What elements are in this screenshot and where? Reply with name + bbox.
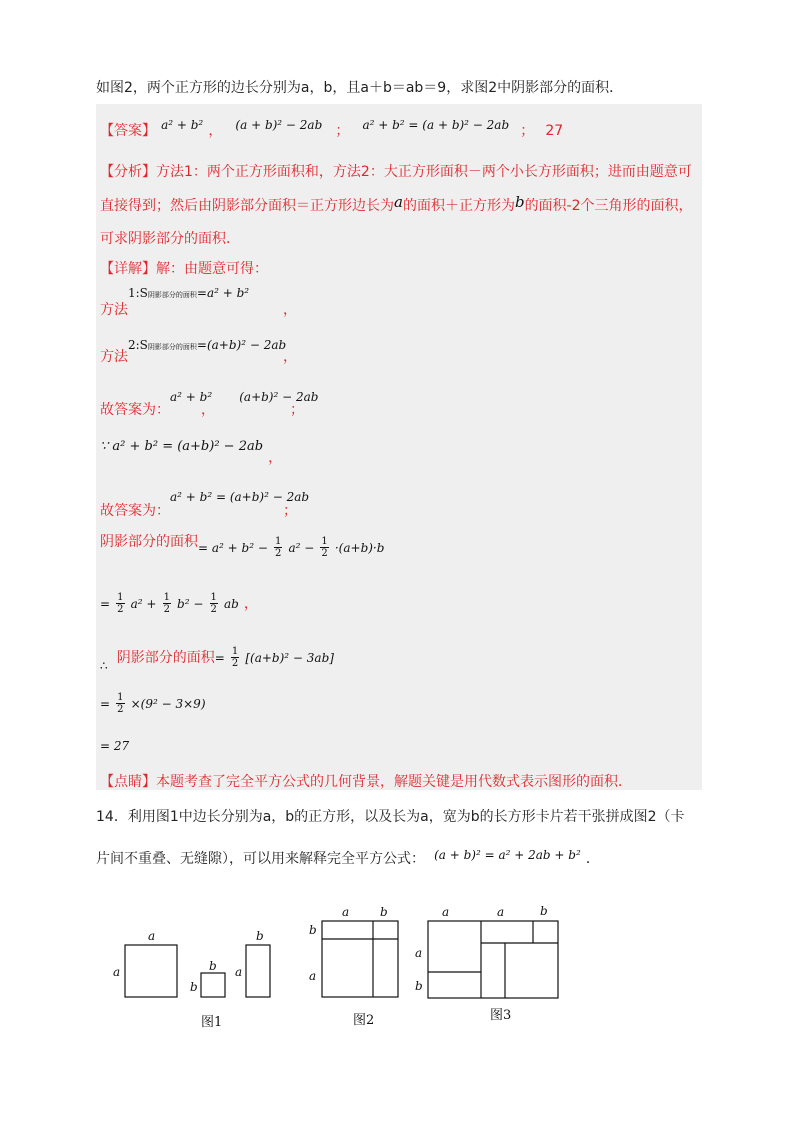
- answer-sep2: ；: [335, 123, 350, 139]
- step4-frac-den: 2: [117, 704, 124, 715]
- fig1-label-top-a: a: [148, 929, 156, 943]
- fig1-small-square: [201, 973, 225, 997]
- q13-stem: 如图2，两个正方形的边长分别为a，b，且a＋b＝ab＝9，求图2中阴影部分的面积．: [96, 80, 624, 96]
- because-line: [100, 435, 283, 466]
- fig2-caption: 图2: [353, 1013, 375, 1028]
- step3-label: 阴影部分的面积: [116, 650, 215, 666]
- ans1-expr1: a² + b²: [170, 390, 213, 404]
- ans1-expr2: (a+b)² − 2ab: [239, 390, 319, 404]
- method1-sub: 阴影部分的面积: [147, 291, 197, 299]
- step2-frac1-num: 1: [117, 592, 124, 603]
- because-end: ，: [268, 450, 283, 466]
- step3-frac: [231, 646, 239, 669]
- answer-line: [100, 120, 563, 140]
- method2-prefix: 2:S: [128, 338, 148, 352]
- shade-frac1: [274, 536, 282, 559]
- shade-expr-a: = a² + b² −: [198, 541, 268, 555]
- answer-expr1: a² + b²: [161, 118, 204, 132]
- step4-line: [100, 692, 206, 715]
- fig1-big-square: [125, 945, 177, 997]
- detail-tag: 【详解】: [100, 261, 156, 277]
- fig3-label-left-b: b: [415, 979, 423, 993]
- comment-tag: 【点睛】: [100, 774, 156, 790]
- step2-frac2: [163, 592, 171, 615]
- fig1-label-left-a2: a: [235, 965, 243, 979]
- shade-expr-c: ·(a+b)·b: [334, 541, 385, 555]
- shade-expr-b: a² −: [288, 541, 315, 555]
- fig2-label-left-b: b: [309, 923, 317, 937]
- fig1-caption: 图1: [201, 1015, 223, 1030]
- ans2-label: 故答案为：: [100, 503, 163, 519]
- comment-text: 本题考查了完全平方公式的几何背景，解题关键是用代数式表示图形的面积．: [156, 774, 632, 790]
- because-expr: ∵ a² + b² = (a+b)² − 2ab: [100, 439, 264, 454]
- detail-intro: 解：由题意可得：: [156, 261, 268, 277]
- shade-label: 阴影部分的面积: [100, 534, 198, 550]
- step3-frac-num: 1: [231, 646, 239, 657]
- answer-tag: 【答案】: [100, 123, 156, 139]
- analysis-tag: 【分析】: [100, 164, 156, 180]
- fig2-label-top-a: a: [342, 905, 350, 919]
- shade-frac2: [320, 536, 328, 559]
- method2-end: ，: [283, 349, 297, 365]
- fig3-label-top-a1: a: [442, 905, 450, 919]
- figure-3: [412, 902, 572, 1032]
- step3-frac-den: 2: [231, 658, 239, 669]
- analysis-line1: [100, 161, 692, 181]
- analysis-text1: 方法1：两个正方形面积和，方法2：大正方形面积－两个小长方形面积；进而由题意可: [156, 164, 692, 180]
- figure-2-svg: [305, 905, 415, 1005]
- fig3-label-top-a2: a: [497, 905, 505, 919]
- shade-frac2-num: 1: [321, 536, 328, 547]
- step2-b: a² +: [130, 597, 157, 611]
- step2-frac3: [210, 592, 218, 615]
- step2-frac1-den: 2: [117, 604, 124, 615]
- comment-line: [100, 771, 632, 791]
- shade-frac2-den: 2: [321, 548, 328, 559]
- step3-a: =: [214, 651, 225, 665]
- fig1-label-left-b: b: [190, 980, 198, 994]
- analysis-text2c: 的面积-2个三角形的面积，: [524, 198, 693, 214]
- q14-end: ．: [585, 851, 600, 867]
- step2-frac2-den: 2: [163, 604, 170, 615]
- method1-label: [100, 299, 297, 319]
- analysis-line3: 可求阴影部分的面积．: [100, 231, 240, 247]
- analysis-var-a: a: [394, 193, 403, 211]
- detail-line: [100, 258, 268, 278]
- step4-b: ×(9² − 3×9): [130, 697, 206, 711]
- q14-line1: 14．利用图1中边长分别为a，b的正方形，以及长为a，宽为b的长方形卡片若干张拼成图2（卡: [96, 809, 685, 825]
- step2-line: [100, 592, 258, 615]
- q14-formula: (a + b)² = a² + 2ab + b²: [434, 848, 581, 862]
- figure-2: [305, 905, 415, 1035]
- step2-frac3-den: 2: [210, 604, 217, 615]
- step2-frac3-num: 1: [210, 592, 217, 603]
- shade-frac1-den: 2: [274, 548, 282, 559]
- step2-c: b² −: [177, 597, 204, 611]
- step4-frac-num: 1: [117, 692, 124, 703]
- step4-frac: [116, 692, 124, 715]
- step2-frac2-num: 1: [163, 592, 170, 603]
- method1-prefix: 1:S: [128, 286, 148, 300]
- q14-line2-text: 片间不重叠、无缝隙），可以用来解释完全平方公式：: [96, 851, 425, 867]
- fig2-label-left-a: a: [309, 969, 317, 983]
- ans1-sep: ，: [201, 402, 208, 418]
- step2-a: =: [100, 597, 111, 611]
- analysis-var-b: b: [514, 193, 525, 211]
- ans1-end: ；: [290, 402, 304, 418]
- figure-1: [105, 925, 285, 1035]
- ans2-line: [100, 500, 297, 520]
- therefore-symbol: ∴: [100, 659, 108, 673]
- fig3-outer: [428, 921, 558, 998]
- analysis-text2a: 直接得到；然后由阴影部分面积＝正方形边长为: [100, 198, 394, 214]
- answer-sep3: ；: [520, 123, 535, 139]
- ans2-end: ；: [283, 503, 297, 519]
- fig2-outer: [322, 921, 398, 997]
- fig1-label-top-b2: b: [256, 929, 264, 943]
- answer-expr2: (a + b)² − 2ab: [235, 118, 323, 132]
- ans1-label: 故答案为：: [100, 402, 163, 418]
- shade-frac1-num: 1: [274, 536, 282, 547]
- fig3-label-left-a: a: [415, 946, 423, 960]
- ans1-line: [100, 399, 304, 419]
- fig1-rectangle: [246, 945, 270, 997]
- analysis-line2: [100, 195, 693, 215]
- answer-sep1: ，: [208, 123, 223, 139]
- q14-line2: [96, 848, 600, 868]
- fig1-label-left-a: a: [113, 965, 121, 979]
- step2-d: ab: [223, 597, 239, 611]
- method1-expr-text: =a² + b²: [196, 286, 250, 300]
- method2-sub: 阴影部分的面积: [147, 343, 197, 351]
- analysis-text2b: 的面积＋正方形为: [402, 198, 515, 214]
- figure-3-svg: [412, 902, 572, 1002]
- answer-expr3: a² + b² = (a + b)² − 2ab: [362, 118, 510, 132]
- method2-label: [100, 346, 297, 366]
- step3-line: [100, 646, 334, 673]
- method1-end: ，: [283, 302, 297, 318]
- fig3-caption: 图3: [490, 1008, 512, 1023]
- step4-a: =: [100, 697, 111, 711]
- ans2-expr-text: a² + b² = (a+b)² − 2ab: [170, 490, 310, 504]
- method2-label-text: 方法: [100, 349, 128, 365]
- answer-value: 27: [545, 123, 564, 139]
- step3-b: [(a+b)² − 3ab]: [245, 651, 334, 665]
- fig2-label-top-b: b: [380, 905, 388, 919]
- method1-label-text: 方法: [100, 302, 128, 318]
- step2-frac1: [116, 592, 124, 615]
- step5-line: = 27: [100, 739, 130, 753]
- fig1-label-top-b: b: [209, 959, 217, 973]
- fig3-label-top-b: b: [540, 904, 548, 918]
- step2-end: ，: [243, 596, 258, 612]
- method2-expr-text: =(a+b)² − 2ab: [196, 338, 287, 352]
- shade-line: [100, 536, 384, 559]
